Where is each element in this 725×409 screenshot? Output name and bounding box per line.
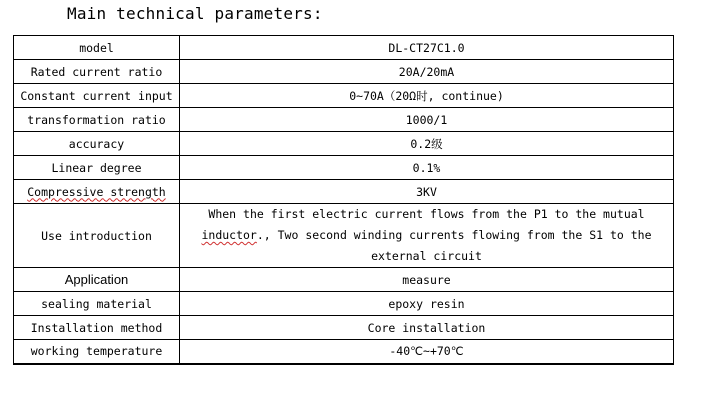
row-value: 3KV bbox=[180, 180, 674, 204]
row-label: Constant current input bbox=[14, 84, 180, 108]
value-line: When the first electric current flows from the P1 to the mutual bbox=[208, 207, 645, 221]
row-value: 0.1% bbox=[180, 156, 674, 180]
technical-parameters-table bbox=[13, 35, 674, 365]
row-value: measure bbox=[180, 268, 674, 292]
table-row bbox=[14, 36, 674, 60]
row-label: Rated current ratio bbox=[14, 60, 180, 84]
row-label: Installation method bbox=[14, 316, 180, 340]
row-label: model bbox=[14, 36, 180, 60]
table-row bbox=[14, 84, 674, 108]
row-label: transformation ratio bbox=[14, 108, 180, 132]
row-label: sealing material bbox=[14, 292, 180, 316]
row-label-text: Compressive strength bbox=[27, 184, 166, 199]
row-label: Linear degree bbox=[14, 156, 180, 180]
row-label bbox=[14, 180, 180, 204]
table-row bbox=[14, 340, 674, 364]
row-value: 0~70A（20Ω时, continue) bbox=[180, 84, 674, 108]
page-title: Main technical parameters: bbox=[67, 4, 323, 23]
table-row bbox=[14, 60, 674, 84]
row-value: epoxy resin bbox=[180, 292, 674, 316]
row-label: accuracy bbox=[14, 132, 180, 156]
table-row bbox=[14, 180, 674, 204]
row-label: Application bbox=[14, 268, 180, 292]
table-row bbox=[14, 268, 674, 292]
row-value: -40℃~+70℃ bbox=[180, 340, 674, 364]
row-value: 0.2级 bbox=[180, 132, 674, 156]
row-value: 20A/20mA bbox=[180, 60, 674, 84]
table-row bbox=[14, 156, 674, 180]
row-value: 1000/1 bbox=[180, 108, 674, 132]
row-value bbox=[180, 204, 674, 268]
value-line: ., Two second winding currents flowing from the S1 to the bbox=[256, 228, 652, 242]
table-row bbox=[14, 132, 674, 156]
value-line-word: inductor bbox=[201, 228, 257, 242]
row-value: DL-CT27C1.0 bbox=[180, 36, 674, 60]
row-label: working temperature bbox=[14, 340, 180, 364]
row-value: Core installation bbox=[180, 316, 674, 340]
table-row bbox=[14, 316, 674, 340]
value-line: external circuit bbox=[371, 249, 482, 263]
table-row bbox=[14, 108, 674, 132]
table-row bbox=[14, 204, 674, 268]
row-label: Use introduction bbox=[14, 204, 180, 268]
table-row bbox=[14, 292, 674, 316]
